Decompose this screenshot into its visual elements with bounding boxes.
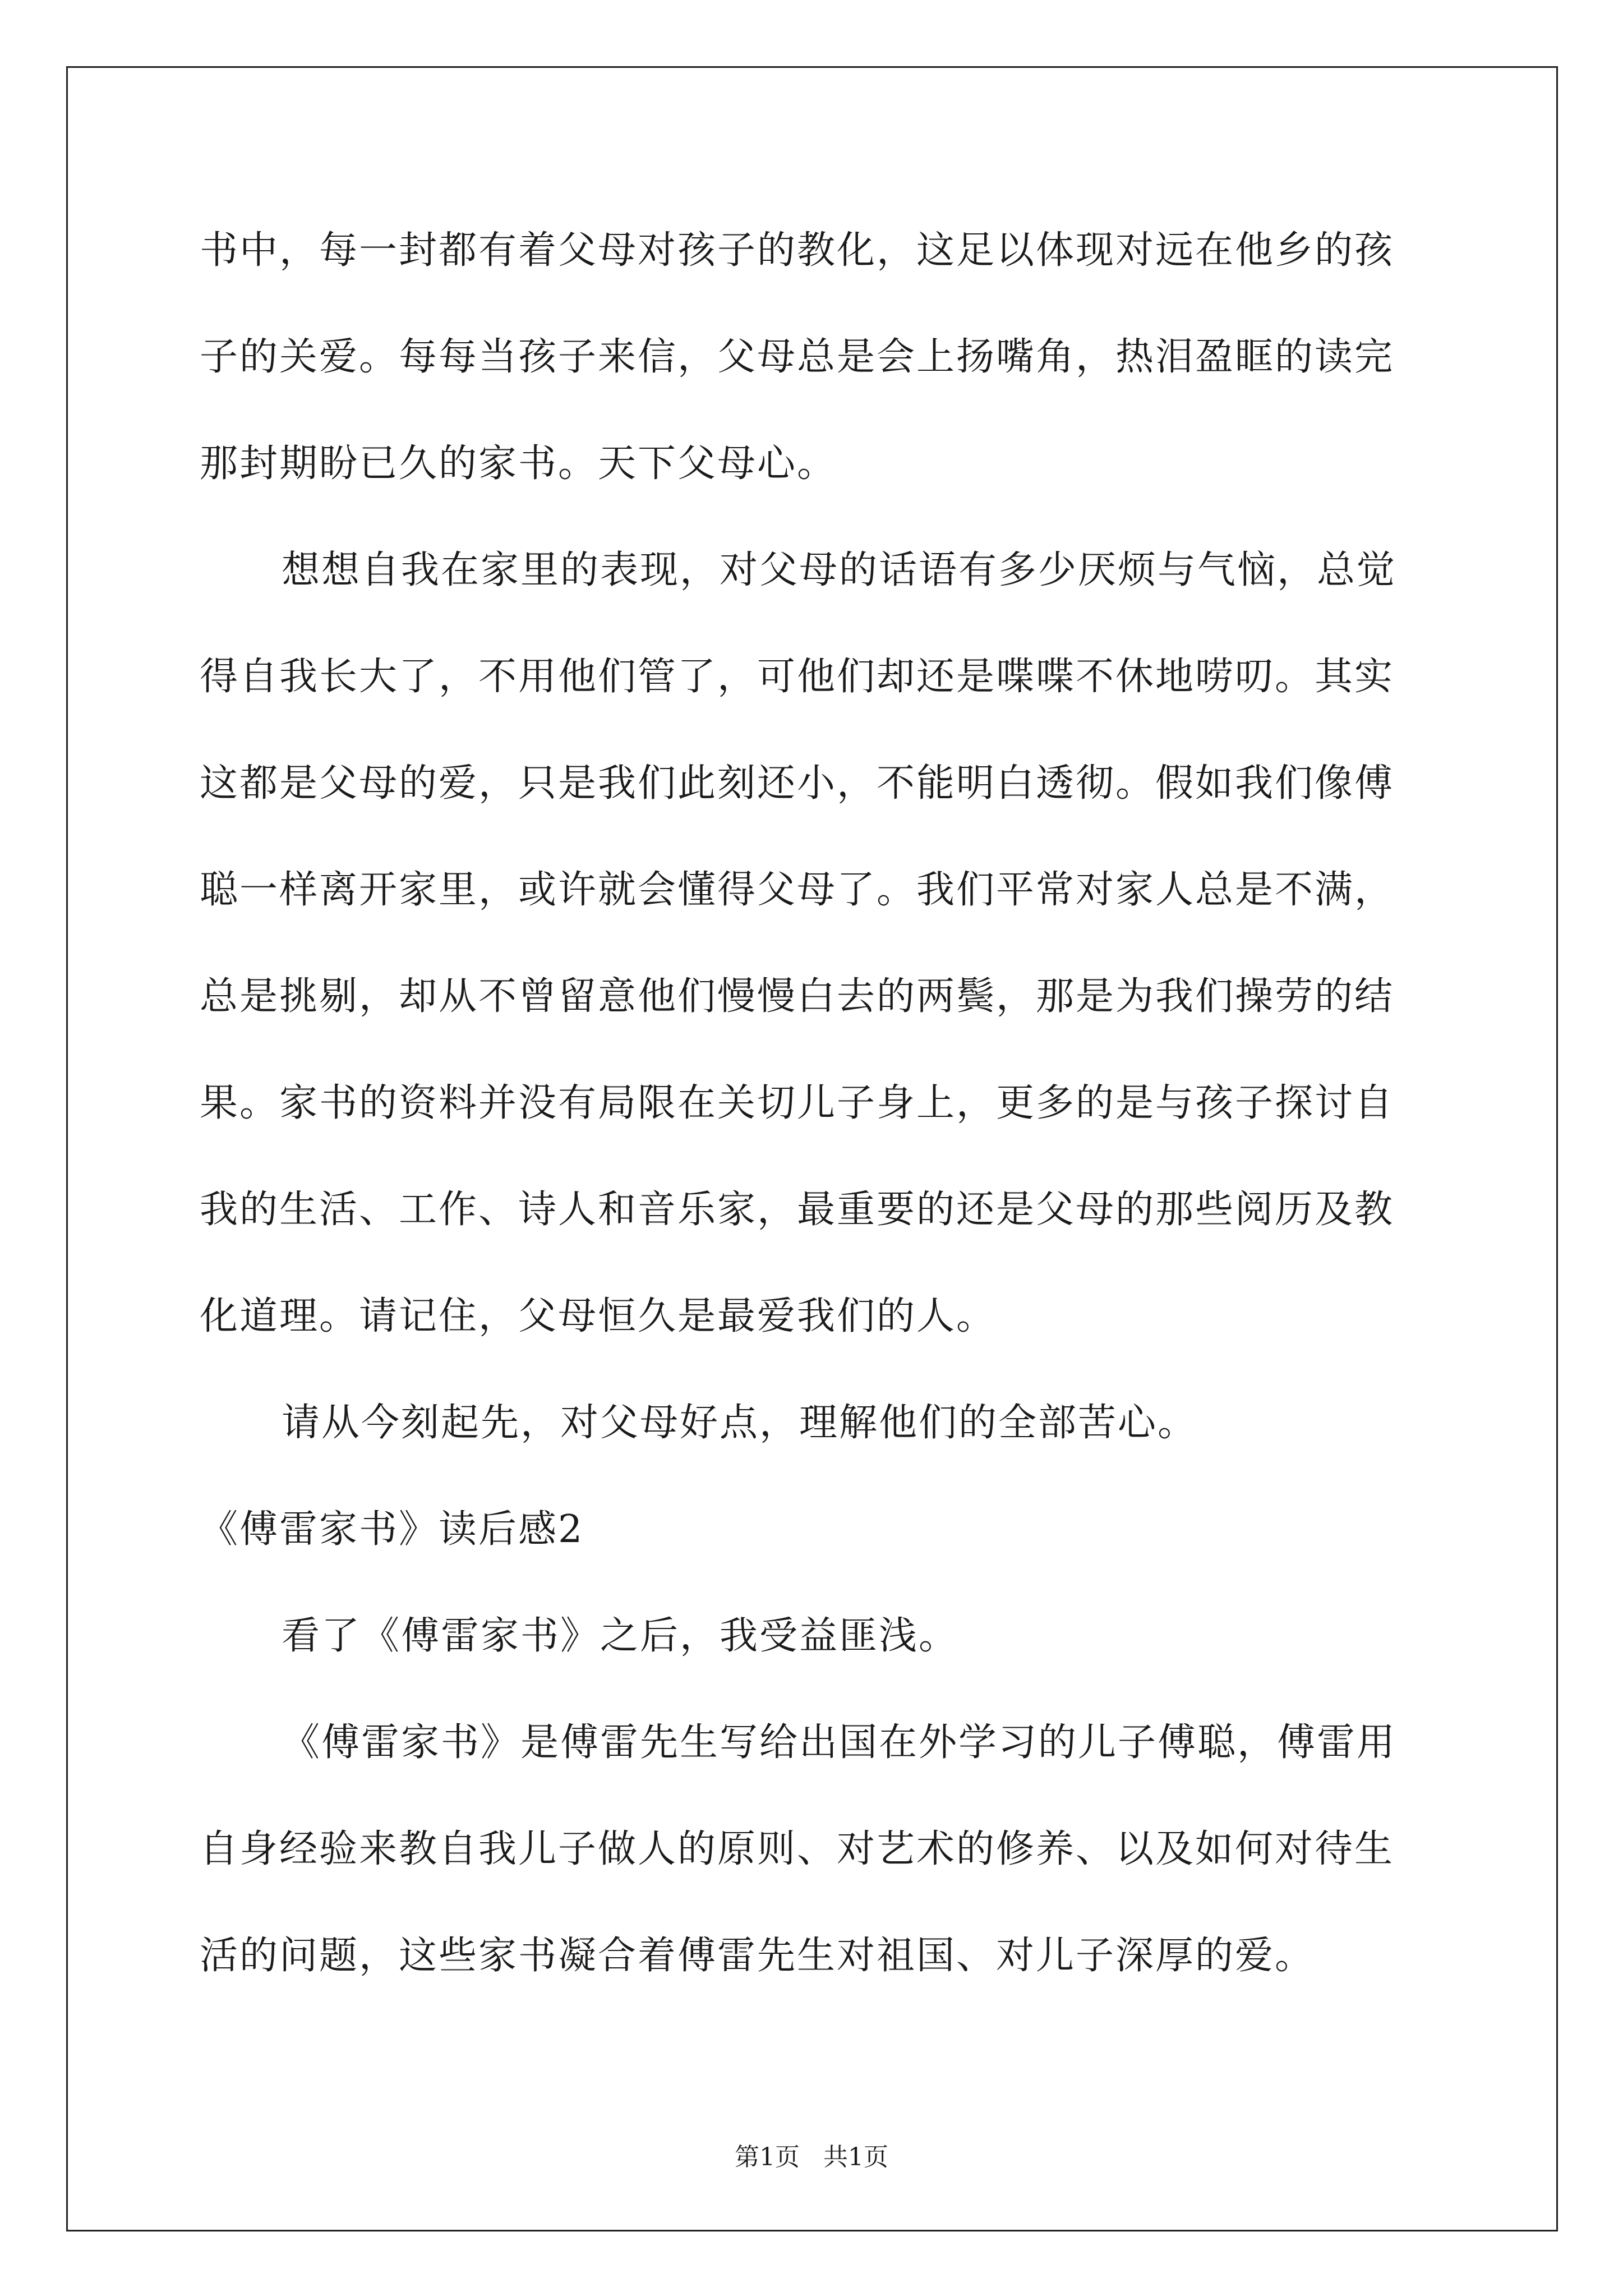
text-line: 看了《傅雷家书》之后，我受益匪浅。 [282,1614,959,1658]
text-line: 我的生活、工作、诗人和音乐家，最重要的还是父母的那些阅历及教 [200,1188,1395,1232]
text-line: 化道理。请记住，父母恒久是最爱我们的人。 [200,1294,997,1338]
page-footer: 第1页 共1页 [735,2143,888,2171]
text-line: 子的关爱。每每当孩子来信，父母总是会上扬嘴角，热泪盈眶的读完 [200,335,1395,379]
text-line: 《傅雷家书》读后感2 [200,1507,584,1552]
text-line: 得自我长大了，不用他们管了，可他们却还是喋喋不休地唠叨。其实 [200,655,1395,699]
document-body [200,209,1433,2021]
text-line: 这都是父母的爱，只是我们此刻还小，不能明白透彻。假如我们像傅 [200,761,1395,806]
text-line: 想想自我在家里的表现，对父母的话语有多少厌烦与气恼，总觉 [282,548,1397,592]
text-line: 《傅雷家书》是傅雷先生写给出国在外学习的儿子傅聪，傅雷用 [282,1720,1397,1765]
text-line: 自身经验来教自我儿子做人的原则、对艺术的修养、以及如何对待生 [200,1827,1395,1871]
text-line: 总是挑剔，却从不曾留意他们慢慢白去的两鬓，那是为我们操劳的结 [200,974,1395,1019]
text-line: 那封期盼已久的家书。天下父母心。 [200,441,837,486]
text-line: 书中，每一封都有着父母对孩子的教化，这足以体现对远在他乡的孩 [200,228,1395,273]
text-line: 请从今刻起先，对父母好点，理解他们的全部苦心。 [282,1401,1198,1445]
text-line: 聪一样离开家里，或许就会懂得父母了。我们平常对家人总是不满， [200,868,1395,912]
text-line: 活的问题，这些家书凝合着傅雷先生对祖国、对儿子深厚的爱。 [200,1934,1315,1978]
text-line: 果。家书的资料并没有局限在关切儿子身上，更多的是与孩子探讨自 [200,1081,1395,1125]
